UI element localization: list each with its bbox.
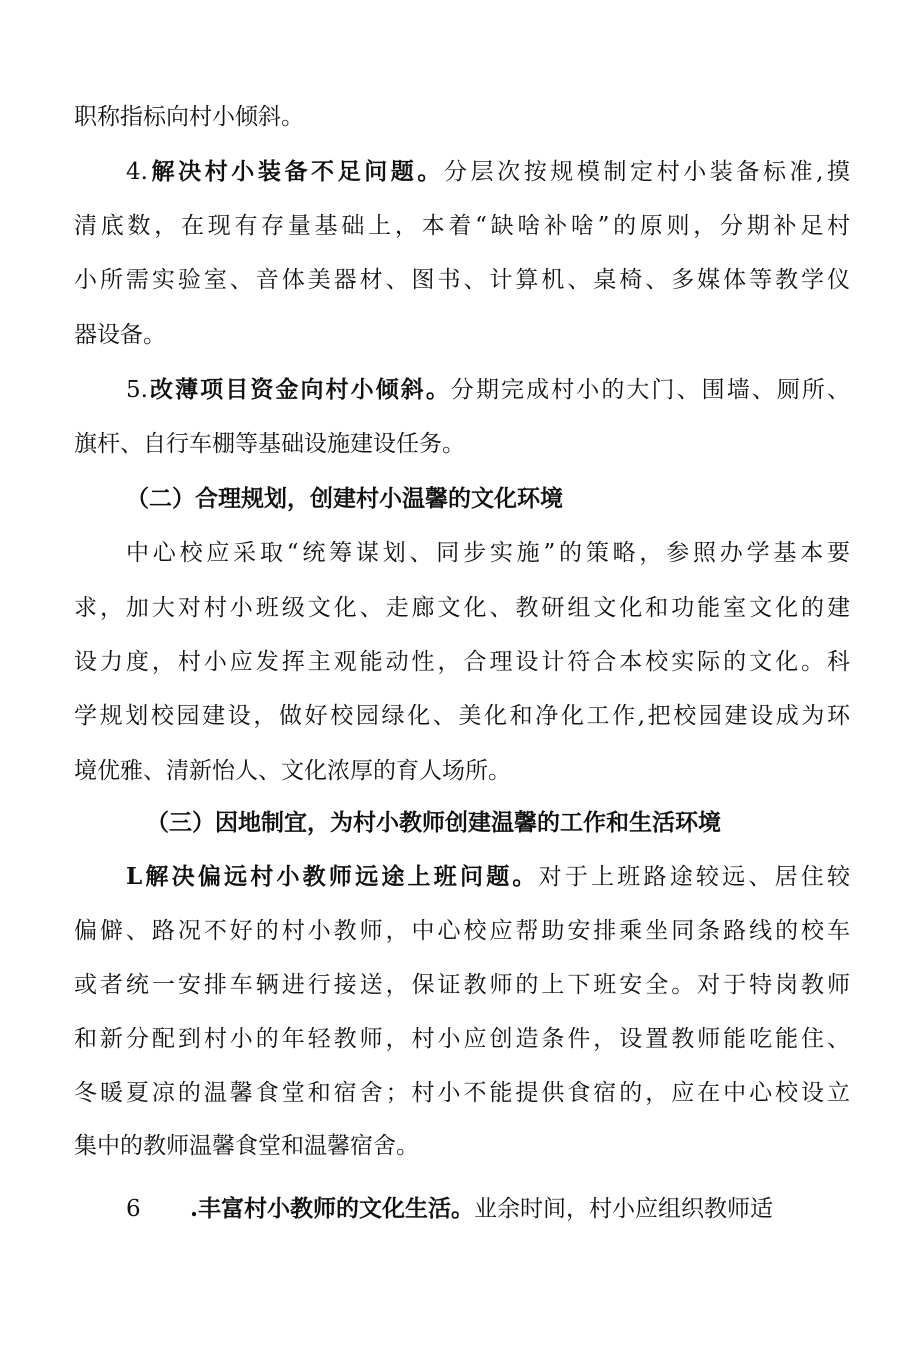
text-run: 或者统一安排车辆进行接送，保证教师的上下班安全。对于特岗教师 [74,972,850,998]
text-run: 小所需实验室、音体美器材、图书、计算机、桌椅、多媒体等教学仪 [74,267,850,293]
paragraph-line [126,157,850,187]
text-run: 集中的教师温馨食堂和温馨宿舍。 [74,1133,419,1159]
paragraph-line [126,862,850,892]
text-run: 分期完成村小的大门、围墙、厕所、 [450,377,851,403]
paragraph-line [74,916,850,946]
paragraph-line [74,756,850,786]
text-run: 业余时间，村小应组织教师适 [474,1196,774,1222]
text-run: 和新分配到村小的年轻教师，村小应创造条件，设置教师能吃能住、 [74,1026,850,1052]
paragraph-line [74,593,850,623]
text-run: 中心校应采取“统筹谋划、同步实施”的策略，参照办学基本要 [126,540,850,566]
paragraph-line [74,970,850,1000]
paragraph-line [74,1078,850,1108]
paragraph-line [190,1194,850,1224]
text-run: 学规划校园建设，做好校园绿化、美化和净化工作,把校园建设成为环 [74,703,850,729]
paragraph-line [74,320,850,350]
paragraph-line [74,211,850,241]
text-run: 清底数，在现有存量基础上，本着“缺啥补啥”的原则，分期补足村 [74,213,850,239]
section-heading: （二）合理规划，创建村小温馨的文化环境 [126,485,563,512]
text-run: 偏僻、路况不好的村小教师，中心校应帮助安排乘坐同条路线的校车 [74,918,850,944]
paragraph-line [126,538,850,568]
paragraph-line [74,265,850,295]
paragraph-line [74,1024,850,1054]
paragraph-line [126,375,850,405]
section-heading: （三）因地制宜，为村小教师创建温馨的工作和生活环境 [146,809,721,836]
text-run: 对于上班路途较远、居住较 [538,864,851,890]
bold-lead: 解决村小装备不足问题。 [147,158,444,185]
list-number: 5. [126,377,148,403]
paragraph-line [74,701,850,731]
bold-lead: .丰富村小教师的文化生活。 [190,1195,475,1222]
bold-lead: L解决偏远村小教师远途上班问题。 [126,863,539,890]
text-run: 冬暖夏凉的温馨食堂和宿舍；村小不能提供食宿的，应在中心校设立 [74,1080,850,1106]
paragraph-line [74,1131,850,1161]
text-run: 求，加大对村小班级文化、走廊文化、教研组文化和功能室文化的建 [74,595,850,621]
text-run: 分层次按规模制定村小装备标准,摸 [443,159,851,185]
paragraph-line [74,647,850,677]
text-run: 器设备。 [74,322,166,348]
text-run: 职称指标向村小倾斜。 [74,104,304,130]
paragraph-line [74,429,850,459]
text-run: 旗杆、自行车棚等基础设施建设任务。 [74,431,465,457]
paragraph-line [74,102,850,132]
list-number: 6 [126,1196,141,1222]
text-run: 境优雅、清新怡人、文化浓厚的育人场所。 [74,758,511,784]
text-run: 设力度，村小应发挥主观能动性，合理设计符合本校实际的文化。科 [74,649,850,675]
bold-lead: 改薄项目资金向村小倾斜。 [147,376,451,403]
list-number: 4. [126,159,148,185]
